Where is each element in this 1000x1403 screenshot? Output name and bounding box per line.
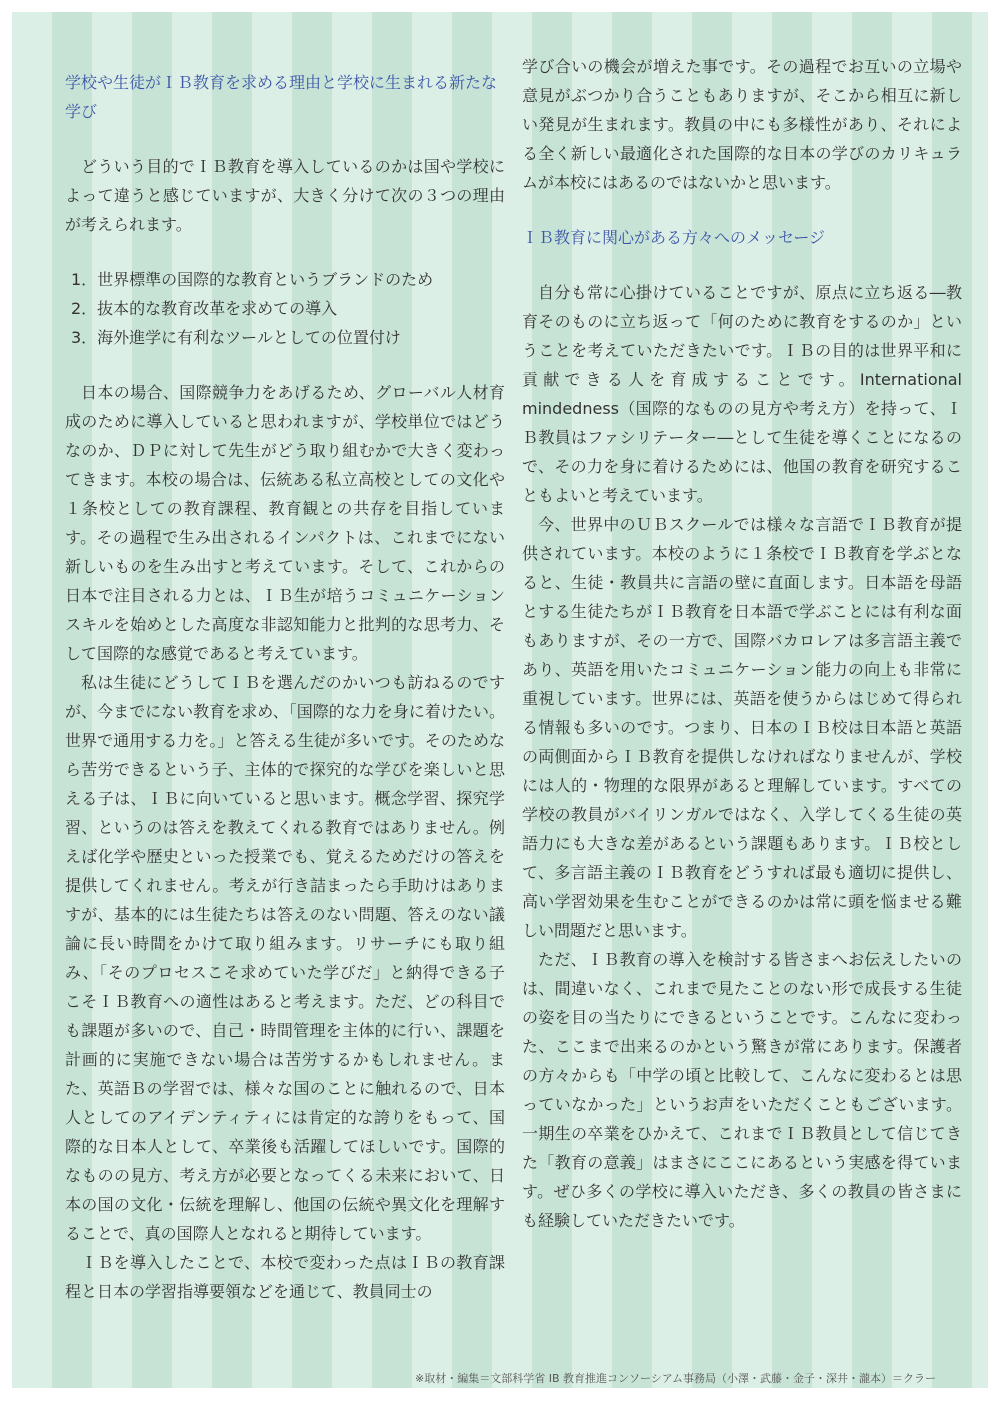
section-heading-message: ＩＢ教育に関心がある方々へのメッセージ (522, 228, 826, 247)
list-item: 2．抜本的な教育改革を求めての導入 (71, 299, 338, 318)
page-background (12, 12, 988, 1388)
left-column (65, 52, 505, 1306)
paragraph-continuation: 学び合いの機会が増えた事です。その過程でお互いの立場や意見がぶつかり合うこともありますが、そこから相互に新しい発見が生まれます。教員の中にも多様性があり、それによる全く新しい最適化された国際的な日本の学びのカリキュラムが本校にはあるのではないかと思います。 (522, 57, 962, 192)
paragraph-student-reasons: 私は生徒にどうしてＩＢを選んだのかいつも訪ねるのですが、今までにない教育を求め、「国際的な力を身に着けたい。世界で通用する力を。」と答える生徒が多いです。そのためなら苦労できるという子、主体的で探究的な学びを楽しいと思える子は、ＩＢに向いていると思います。概念学習、探究学習、というのは答えを教えてくれる教育ではありません。例えば化学や歴史といった授業でも、覚えるためだけの答えを提供してくれません。考えが行き詰まったら手助けはありますが、基本的には生徒たちは答えのない問題、答えのない議論に長い時間をかけて取り組みます。リサーチにも取り組み、「そのプロセスこそ求めていた学びだ」と納得できる子こそＩＢ教育への適性はあると考えます。ただ、どの科目でも課題が多いので、自己・時間管理を主体的に行い、課題を計画的に実施できない場合は苦労するかもしれません。また、英語Ｂの学習では、様々な国のことに触れるので、日本人としてのアイデンティティには肯定的な誇りをもって、国際的な日本人として、卒業後も活躍してほしいです。国際的なものの見方、考え方が必要となってくる未来において、日本の国の文化・伝統を理解し、他国の伝統や異文化を理解することで、真の国際人となれると期待しています。 (65, 673, 505, 1243)
paragraph-purpose: 自分も常に心掛けていることですが、原点に立ち返る―教育そのものに立ち返って「何のために教育をするのか」ということを考えていただきたいです。ＩＢの目的は世界平和に貢献できる人を育成することです。International mindedness（国際的なものの見方や考え方）を持って、ＩＢ教員はファシリテーター―として生徒を導くことになるので、その力を身に着けるためには、他国の教育を研究することもよいと考えています。 (522, 283, 962, 505)
list-item: 1．世界標準の国際的な教育というブランドのため (71, 270, 434, 289)
paragraph-japan-case: 日本の場合、国際競争力をあげるため、グローバル人材育成のために導入していると思われますが、学校単位ではどうなのか、ＤＰに対して先生がどう取り組むかで大きく変わってきます。本校の場合は、伝統ある私立高校としての文化や１条校としての教育課程、教育観との共存を目指しています。その過程で生み出されるインパクトは、これまでにない新しいものを生み出すと考えています。そして、これからの日本で注目される力とは、ＩＢ生が培うコミュニケーションスキルを始めとした高度な非認知能力と批判的な思考力、そして国際的な感覚であると考えています。 (65, 383, 505, 663)
list-item: 3．海外進学に有利なツールとしての位置付け (71, 328, 401, 347)
paragraph-changes: ＩＢを導入したことで、本校で変わった点はＩＢの教育課程と日本の学習指導要領などを通じて、教員同士の (65, 1253, 505, 1301)
reasons-list (65, 265, 505, 352)
right-column (522, 52, 962, 1235)
paragraph-language: 今、世界中のＵＢスクールでは様々な言語でＩＢ教育が提供されています。本校のように１条校でＩＢ教育を学ぶとなると、生徒・教員共に言語の壁に直面します。日本語を母語とする生徒たちがＩＢ教育を日本語で学ぶことには有利な面もありますが、その一方で、国際バカロレアは多言語主義であり、英語を用いたコミュニケーション能力の向上も非常に重視しています。世界には、英語を使うからはじめて得られる情報も多いのです。つまり、日本のＩＢ校は日本語と英語の両側面からＩＢ教育を提供しなければなりませんが、学校には人的・物理的な限界があると理解しています。すべての学校の教員がバイリンガルではなく、入学してくる生徒の英語力にも大きな差があるという課題もあります。ＩＢ校として、多言語主義のＩＢ教育をどうすれば最も適切に提供し、高い学習効果を生むことができるのかは常に頭を悩ませる難しい問題だと思います。 (522, 515, 962, 940)
section-heading-reasons: 学校や生徒がＩＢ教育を求める理由と学校に生まれる新たな学び (65, 73, 498, 121)
credits-footer: ※取材・編集＝文部科学省 IB 教育推進コンソーシアム事務局（小澤・武藤・金子・深井・瀧本）＝クラー (414, 1372, 936, 1385)
paragraph-closing: ただ、ＩＢ教育の導入を検討する皆さまへお伝えしたいのは、間違いなく、これまで見たことのない形で成長する生徒の姿を目の当たりにできるということです。こんなに変わった、ここまで出来るのかという驚きが常にあります。保護者の方々からも「中学の頃と比較して、こんなに変わるとは思っていなかった」というお声をいただくこともございます。一期生の卒業をひかえて、これまでＩＢ教員として信じてきた「教育の意義」はまさにここにあるという実感を得ています。ぜひ多くの学校に導入いただき、多くの教員の皆さまにも経験していただきたいです。 (522, 950, 962, 1230)
intro-paragraph: どういう目的でＩＢ教育を導入しているのかは国や学校によって違うと感じていますが、大きく分けて次の３つの理由が考えられます。 (65, 157, 505, 234)
